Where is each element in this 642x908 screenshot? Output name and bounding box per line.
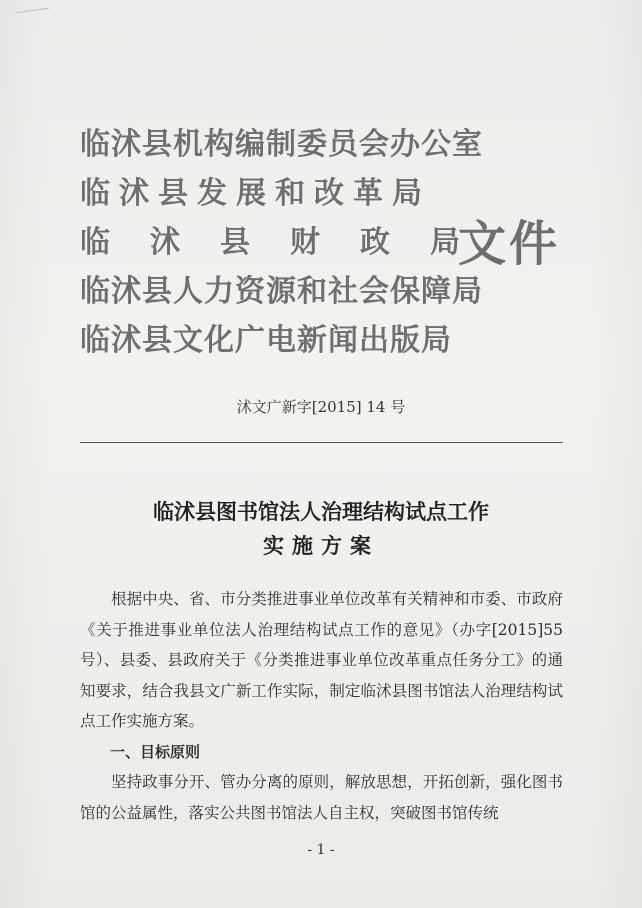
page-number: - 1 - — [307, 842, 335, 858]
issuer-line-3-char: 局 — [430, 225, 460, 260]
document-body — [80, 584, 563, 828]
issuer-line-4: 临沭县人力资源和社会保障局 — [80, 274, 483, 309]
scan-corner-mark — [15, 8, 51, 28]
issuer-line-3-char: 沭 — [150, 225, 180, 260]
issuer-line-3-char: 临 — [80, 225, 110, 260]
section-heading-1: 一、目标原则 — [110, 742, 201, 761]
document-number: 沭文广新字[2015] 14 号 — [236, 398, 406, 416]
issuer-line-3-char: 县 — [220, 225, 250, 260]
document-title-line-2: 实施方案 — [263, 533, 379, 558]
issuer-line-1: 临沭县机构编制委员会办公室 — [80, 127, 483, 162]
issuing-agencies — [80, 120, 483, 365]
body-paragraph-1: 根据中央、省、市分类推进事业单位改革有关精神和市委、市政府《关于推进事业单位法人治理结构试点工作的意见》（办字[2015]55 号）、县委、县政府关于《分类推进事业单位改革重点任务分工》的通知要求，结合我县文广新工作实际，制定临沭县图书馆法人治理结构试点工作实施方案。 — [80, 590, 563, 730]
document-title-line-1: 临沭县图书馆法人治理结构试点工作 — [153, 499, 489, 524]
header-divider — [80, 442, 563, 443]
document-label: 文件 — [458, 216, 561, 272]
issuer-line-3-char: 财 — [290, 225, 320, 260]
issuer-line-2: 临沭县发展和改革局 — [80, 176, 431, 211]
body-paragraph-2: 坚持政事分开、管办分离的原则，解放思想，开拓创新，强化图书馆的公益属性，落实公共图书馆法人自主权，突破图书馆传统 — [80, 773, 563, 822]
issuer-line-5: 临沭县文化广电新闻出版局 — [80, 323, 452, 358]
issuer-line-3 — [80, 218, 460, 267]
issuer-line-3-char: 政 — [360, 225, 390, 260]
